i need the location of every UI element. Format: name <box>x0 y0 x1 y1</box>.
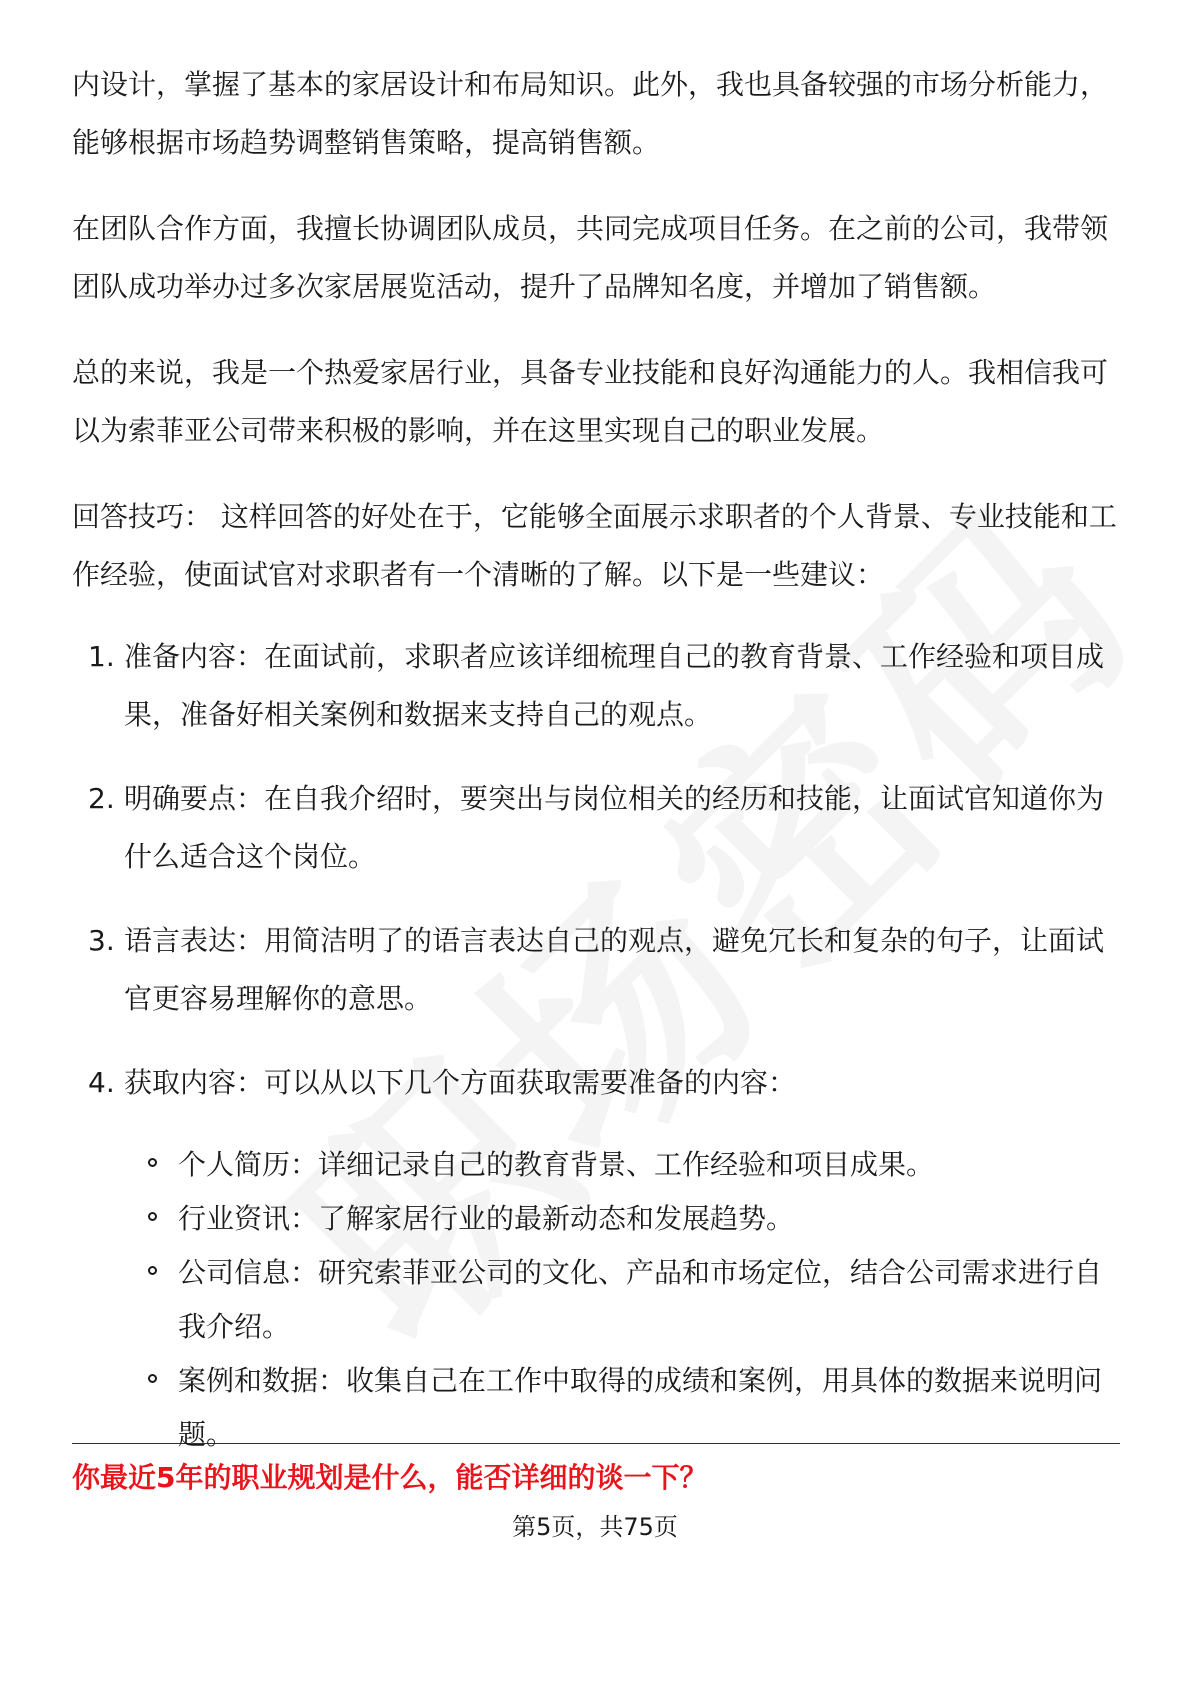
list-item-text: 准备内容：在面试前，求职者应该详细梳理自己的教育背景、工作经验和项目成果，准备好相关案例和数据来支持自己的观点。 <box>124 640 1105 731</box>
main-content <box>72 56 1122 1462</box>
circle-bullet-icon <box>148 1158 157 1167</box>
list-item <box>72 912 1122 1028</box>
list-item-text: 个人简历：详细记录自己的教育背景、工作经验和项目成果。 <box>178 1148 935 1181</box>
circle-bullet-icon <box>148 1374 157 1383</box>
circle-bullet-icon <box>148 1266 157 1275</box>
list-item-text: 获取内容：可以从以下几个方面获取需要准备的内容： <box>124 1066 797 1099</box>
list-number: 3. <box>88 924 115 957</box>
paragraph-answer-tips: 回答技巧： 这样回答的好处在于，它能够全面展示求职者的个人背景、专业技能和工作经验，使面试官对求职者有一个清晰的了解。以下是一些建议： <box>72 500 1117 591</box>
list-number: 4. <box>88 1066 115 1099</box>
list-item-text: 公司信息：研究索菲亚公司的文化、产品和市场定位，结合公司需求进行自我介绍。 <box>178 1256 1103 1343</box>
list-item <box>72 1138 1122 1192</box>
list-item-text: 案例和数据：收集自己在工作中取得的成绩和案例，用具体的数据来说明问题。 <box>178 1364 1103 1451</box>
paragraph-summary: 总的来说，我是一个热爱家居行业，具备专业技能和良好沟通能力的人。我相信我可以为索菲亚公司带来积极的影响，并在这里实现自己的职业发展。 <box>72 356 1109 447</box>
list-item <box>72 1192 1122 1246</box>
paragraph-skills: 内设计，掌握了基本的家居设计和布局知识。此外，我也具备较强的市场分析能力，能够根据市场趋势调整销售策略，提高销售额。 <box>72 68 1109 159</box>
list-number: 1. <box>88 640 115 673</box>
list-number: 2. <box>88 782 115 815</box>
sources-list <box>72 1138 1122 1462</box>
next-question-heading: 你最近5年的职业规划是什么，能否详细的谈一下？ <box>72 1461 708 1494</box>
tips-list <box>72 628 1122 1112</box>
list-item <box>72 628 1122 744</box>
list-item-text: 明确要点：在自我介绍时，要突出与岗位相关的经历和技能，让面试官知道你为什么适合这个岗位。 <box>124 782 1105 873</box>
list-item <box>72 770 1122 886</box>
circle-bullet-icon <box>148 1212 157 1221</box>
list-item-text: 语言表达：用简洁明了的语言表达自己的观点，避免冗长和复杂的句子，让面试官更容易理解你的意思。 <box>124 924 1105 1015</box>
paragraph-teamwork: 在团队合作方面，我擅长协调团队成员，共同完成项目任务。在之前的公司，我带领团队成功举办过多次家居展览活动，提升了品牌知名度，并增加了销售额。 <box>72 212 1109 303</box>
list-item <box>72 1354 1122 1462</box>
list-item <box>72 1054 1122 1112</box>
page-number: 第5页，共75页 <box>512 1513 678 1541</box>
list-item-text: 行业资讯：了解家居行业的最新动态和发展趋势。 <box>178 1202 795 1235</box>
list-item <box>72 1246 1122 1354</box>
